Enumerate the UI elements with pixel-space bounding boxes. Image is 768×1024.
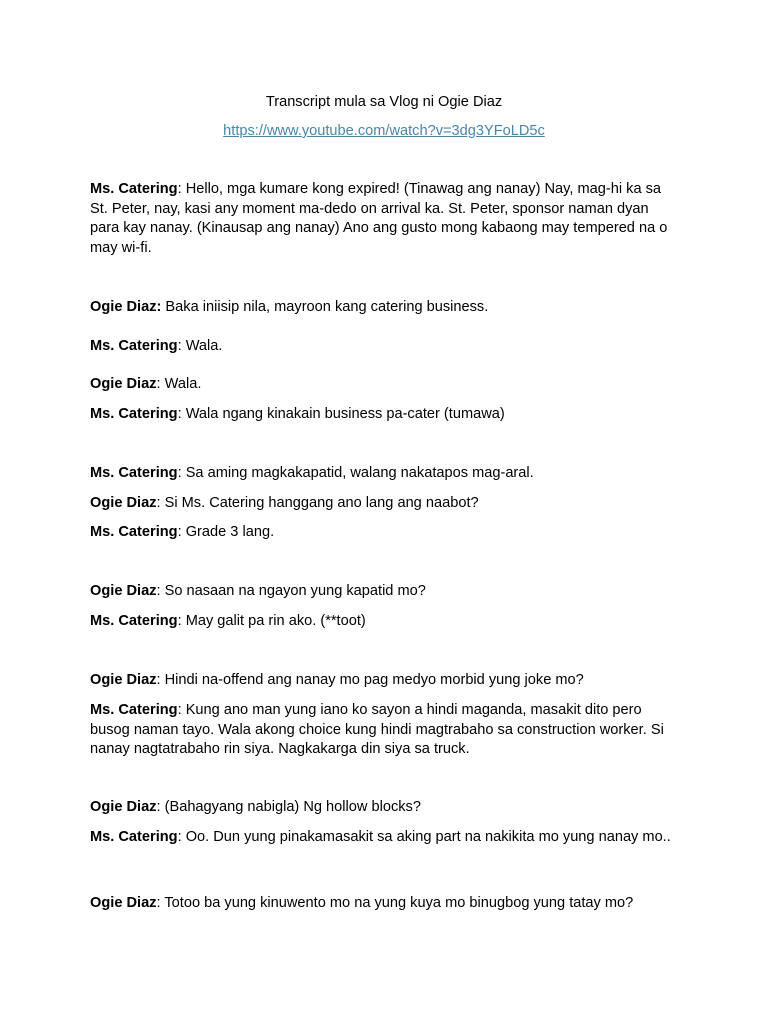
dialogue-text: May galit pa rin ako. (**toot) <box>185 613 366 629</box>
speaker-separator: : <box>177 465 186 481</box>
speaker-name: Ms. Catering <box>90 181 178 197</box>
speaker-separator: : <box>156 672 165 688</box>
transcript-line <box>90 523 675 543</box>
speaker-name: Ms. Catering <box>90 702 178 718</box>
transcript-line <box>90 701 675 760</box>
speaker-name: Ogie Diaz: <box>90 299 162 315</box>
video-link[interactable]: https://www.youtube.com/watch?v=3dg3YFoLD5c <box>223 123 545 139</box>
speaker-separator: : <box>156 376 165 392</box>
speaker-separator: : <box>177 524 186 540</box>
dialogue-text: Sa aming magkakapatid, walang nakatapos mag-aral. <box>185 465 534 481</box>
speaker-name: Ms. Catering <box>90 524 178 540</box>
dialogue-text: So nasaan na ngayon yung kapatid mo? <box>164 583 426 599</box>
speaker-name: Ogie Diaz <box>90 672 157 688</box>
transcript-line <box>90 671 675 691</box>
speaker-separator: : <box>177 181 186 197</box>
transcript-line <box>90 464 675 484</box>
video-link-line <box>0 122 768 141</box>
transcript-line <box>90 798 675 818</box>
dialogue-text: Totoo ba yung kinuwento mo na yung kuya mo binugbog yung tatay mo? <box>164 895 634 911</box>
speaker-name: Ogie Diaz <box>90 799 157 815</box>
speaker-name: Ms. Catering <box>90 465 178 481</box>
transcript-line <box>90 494 675 514</box>
dialogue-text: Hello, mga kumare kong expired! (Tinawag ang nanay) Nay, mag-hi ka sa St. Peter, nay, kasi any moment ma-dedo on arrival ka. St. Peter, sponsor naman dyan para kay nanay. (Kinausap ang nanay) Ano ang gusto mong kabaong may tempered na o may wi-fi. <box>90 181 668 256</box>
dialogue-text: Grade 3 lang. <box>185 524 275 540</box>
transcript-line <box>90 375 675 395</box>
dialogue-text: Si Ms. Catering hanggang ano lang ang naabot? <box>164 495 479 511</box>
speaker-name: Ogie Diaz <box>90 583 157 599</box>
dialogue-text: Hindi na-offend ang nanay mo pag medyo morbid yung joke mo? <box>164 672 584 688</box>
speaker-name: Ms. Catering <box>90 829 178 845</box>
speaker-name: Ogie Diaz <box>90 895 157 911</box>
transcript-line <box>90 180 675 258</box>
speaker-separator: : <box>177 406 186 422</box>
speaker-name: Ogie Diaz <box>90 376 157 392</box>
dialogue-text: Wala. <box>164 376 202 392</box>
dialogue-text: Oo. Dun yung pinakamasakit sa aking part na nakikita mo yung nanay mo.. <box>185 829 671 845</box>
speaker-name: Ms. Catering <box>90 406 178 422</box>
transcript-line <box>90 828 675 848</box>
transcript-line <box>90 405 675 425</box>
speaker-separator: : <box>177 613 186 629</box>
document-title: Transcript mula sa Vlog ni Ogie Diaz <box>265 94 503 110</box>
speaker-separator: : <box>156 799 165 815</box>
transcript-line <box>90 337 675 357</box>
transcript-line <box>90 894 675 914</box>
dialogue-text: Wala ngang kinakain business pa-cater (tumawa) <box>185 406 505 422</box>
speaker-separator: : <box>156 895 165 911</box>
dialogue-text: Wala. <box>185 338 223 354</box>
transcript-line <box>90 298 675 318</box>
speaker-separator: : <box>156 495 165 511</box>
speaker-name: Ms. Catering <box>90 613 178 629</box>
speaker-name: Ogie Diaz <box>90 495 157 511</box>
speaker-name: Ms. Catering <box>90 338 178 354</box>
speaker-separator: : <box>177 829 186 845</box>
transcript-line <box>90 612 675 632</box>
dialogue-text: Baka iniisip nila, mayroon kang catering business. <box>165 299 489 315</box>
speaker-separator: : <box>177 338 186 354</box>
transcript-line <box>90 582 675 602</box>
dialogue-text: (Bahagyang nabigla) Ng hollow blocks? <box>164 799 421 815</box>
speaker-separator: : <box>177 702 186 718</box>
dialogue-text: Kung ano man yung iano ko sayon a hindi maganda, masakit dito pero busog naman tayo. Wala akong choice kung hindi magtrabaho sa construction worker. Si nanay nagtatrabaho rin siya. Nagkakarga din siya sa truck. <box>90 702 664 757</box>
speaker-separator: : <box>156 583 165 599</box>
